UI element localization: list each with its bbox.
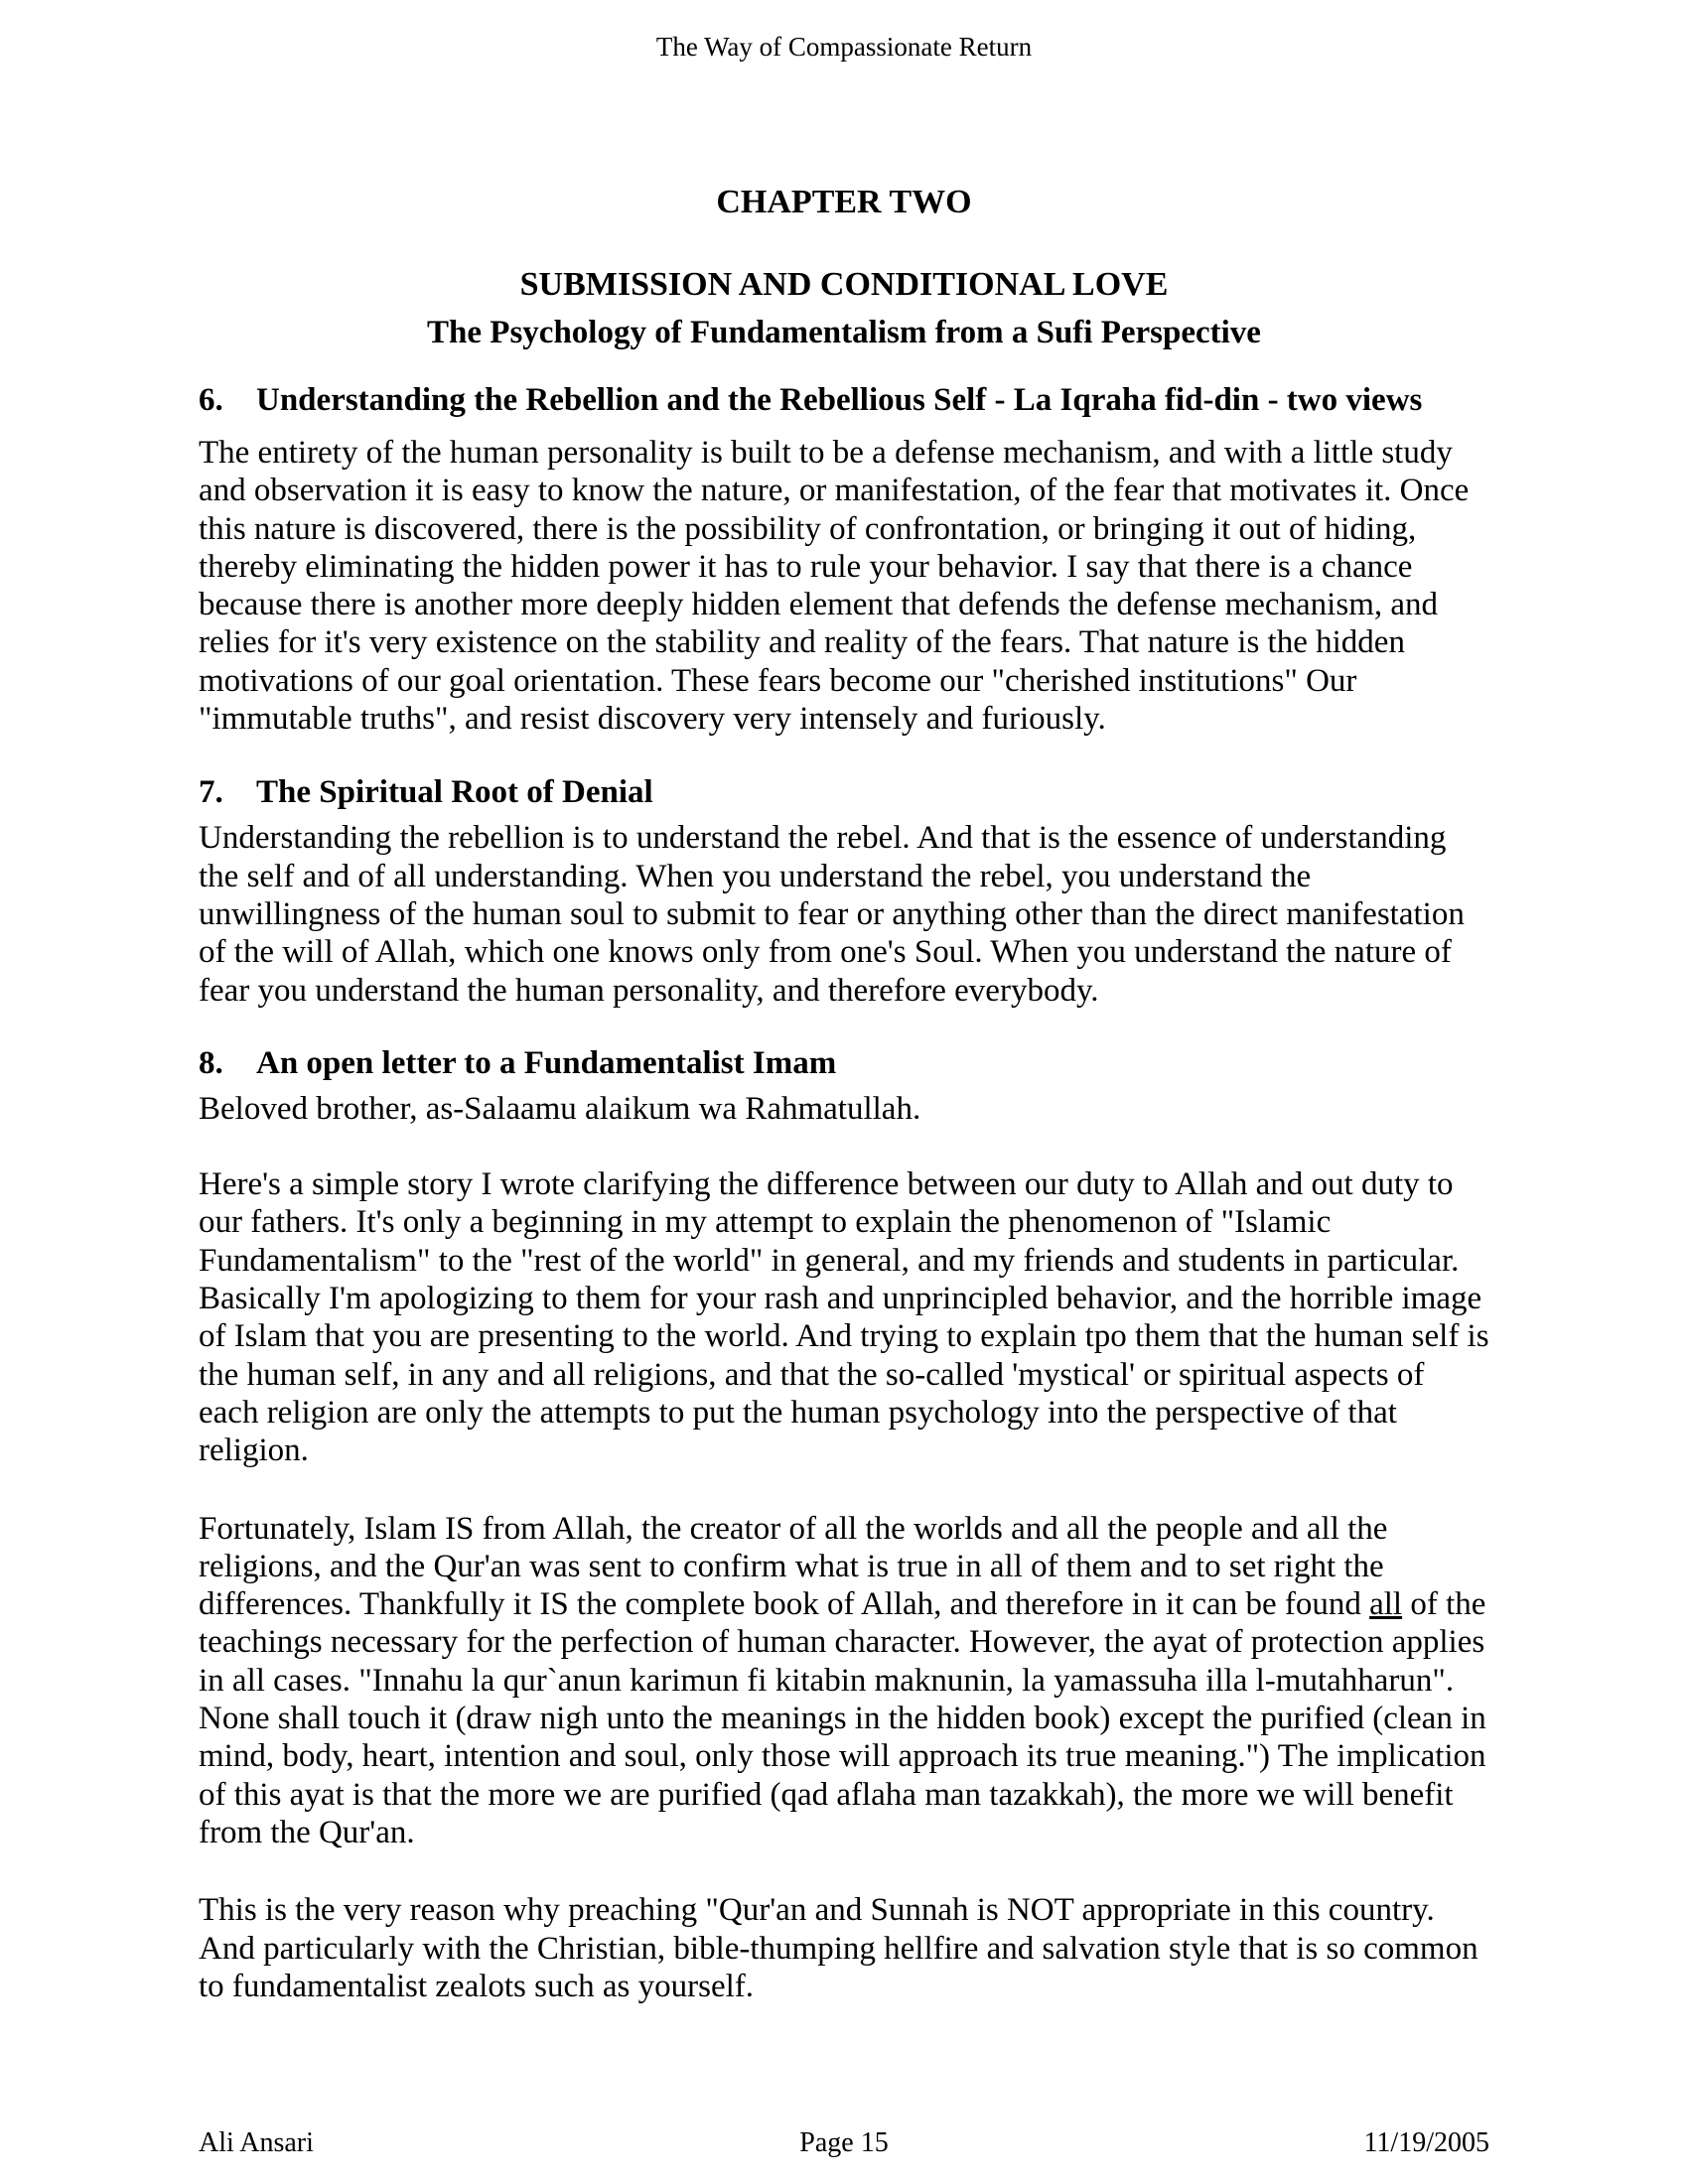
section-heading (199, 773, 1489, 811)
paragraph (199, 1510, 1489, 1852)
section-7 (199, 773, 1489, 1009)
paragraph-salutation: Beloved brother, as-Salaamu alaikum wa Rahmatullah. (199, 1090, 921, 1127)
paragraph: Here's a simple story I wrote clarifying the difference between our duty to Allah and out duty to our fathers. It's only a beginning in my attempt to explain the phenomenon of "Islamic Fundamentalism" to the "rest of the world" in general, and my friends and students in particular. Basically I'm apologizing to them for your rash and unprincipled behavior, and the horrible image of Islam that you are presenting to the world. And trying to explain tpo them that the human self is the human self, in any and all religions, and that the so-called 'mystical' or spiritual aspects of each religion are only the attempts to put the human psychology into the perspective of that religion. (199, 1166, 1489, 1469)
paragraph: This is the very reason why preaching "Qur'an and Sunnah is NOT appropriate in this country. And particularly with the Christian, bible-thumping hellfire and salvation style that is so common to fundamentalist zealots such as yourself. (199, 1892, 1478, 2004)
section-heading-label: An open letter to a Fundamentalist Imam (256, 1044, 837, 1081)
paragraph: The entirety of the human personality is built to be a defense mechanism, and with a little study and observation it is easy to know the nature, or manifestation, of the fear that motivates it. Once this nature is discovered, there is the possibility of confrontation, or bringing it out of hiding, thereby eliminating the hidden power it has to rule your behavior. I say that there is a chance because there is another more deeply hidden element that defends the defense mechanism, and relies for it's very existence on the stability and reality of the fears. That nature is the hidden motivations of our goal orientation. These fears become our "cherished institutions" Our "immutable truths", and resist discovery very intensely and furiously. (199, 435, 1470, 738)
paragraph-text-before-underline: Fortunately, Islam IS from Allah, the creator of all the worlds and all the people and all the religions, and the Qur'an was sent to confirm what is true in all of them and to set right the differences. Thankfully it IS the complete book of Allah, and therefore in it can be found (199, 1510, 1388, 1623)
section-8 (199, 1044, 1489, 2005)
paragraph: Understanding the rebellion is to understand the rebel. And that is the essence of understanding the self and of all understanding. When you understand the rebel, you understand the unwillingness of the human soul to submit to fear or anything other than the direct manifestation of the will of Allah, which one knows only from one's Soul. When you understand the nature of fear you understand the human personality, and therefore everybody. (199, 820, 1465, 1009)
section-heading-label: The Spiritual Root of Denial (256, 774, 653, 811)
footer-page-number: Page 15 (799, 2127, 889, 2158)
section-heading (199, 1044, 1489, 1082)
chapter-subtitle: The Psychology of Fundamentalism from a Sufi Perspective (427, 315, 1261, 350)
chapter-title: SUBMISSION AND CONDITIONAL LOVE (519, 266, 1169, 303)
underlined-word: all (1369, 1586, 1403, 1623)
running-header: The Way of Compassionate Return (655, 32, 1033, 62)
section-number: 6. (199, 382, 223, 418)
section-heading (199, 381, 1489, 419)
section-number: 7. (199, 774, 223, 811)
page-footer (199, 2126, 1489, 2159)
paragraph-text-after-underline: of the teachings necessary for the perfection of human character. However, the ayat of protection applies in all cases. "Innahu la qur`anun karimun fi kitabin maknunin, la yamassuha illa l-mutahharun". None shall touch it (draw nigh unto the meanings in the hidden book) except the purified (clean in mind, body, heart, intention and soul, only those will approach its true meaning.") The implication of this ayat is that the more we are purified (qad aflaha man tazakkah), the more we will benefit from the Qur'an. (199, 1586, 1486, 1850)
section-number: 8. (199, 1044, 223, 1081)
section-heading-label: Understanding the Rebellion and the Rebellious Self - La Iqraha fid-din - two views (256, 382, 1423, 418)
section-6 (199, 381, 1489, 738)
footer-author: Ali Ansari (199, 2127, 314, 2158)
footer-date: 11/19/2005 (1363, 2127, 1489, 2158)
chapter-label: CHAPTER TWO (716, 184, 972, 220)
